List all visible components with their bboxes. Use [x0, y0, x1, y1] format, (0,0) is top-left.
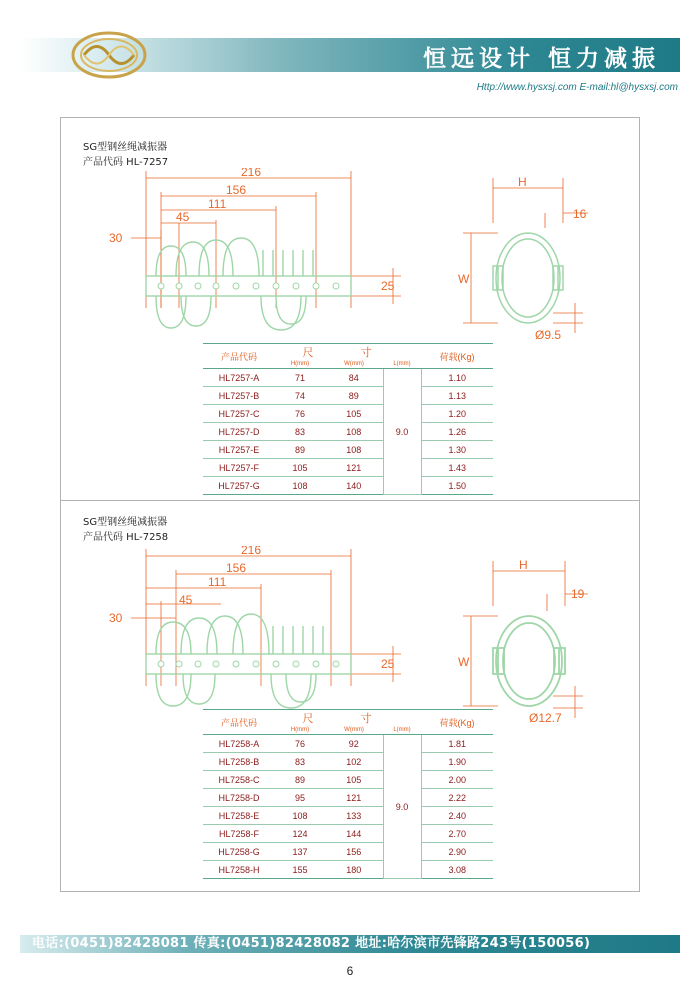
cell-load: 1.43 [421, 459, 493, 477]
dim-30: 30 [109, 611, 123, 625]
dim-30: 30 [109, 231, 123, 245]
col-size-header: 尺 寸 [275, 344, 421, 361]
cell-h: 95 [275, 789, 325, 807]
cell-w: 102 [325, 753, 383, 771]
cell-load: 1.50 [421, 477, 493, 495]
cell-code: HL7257-D [203, 423, 275, 441]
col-code-header: 产品代码 [203, 344, 275, 369]
cell-code: HL7257-B [203, 387, 275, 405]
cell-load: 1.26 [421, 423, 493, 441]
cell-load: 2.70 [421, 825, 493, 843]
side-view-drawing [101, 546, 401, 711]
dim-216: 216 [241, 546, 262, 557]
cell-code: HL7258-A [203, 735, 275, 753]
cell-load: 1.90 [421, 753, 493, 771]
col-load-header: 荷载(Kg) [421, 344, 493, 369]
cell-load: 2.00 [421, 771, 493, 789]
section-title [83, 515, 168, 545]
dim-156: 156 [226, 561, 247, 575]
cell-code: HL7258-F [203, 825, 275, 843]
dim-16: 16 [573, 207, 587, 221]
dim-216: 216 [241, 168, 262, 179]
cell-h: 89 [275, 441, 325, 459]
footer-contact-bar: 电话:(0451)82428081 传真:(0451)82428082 地址:哈尔滨市先锋路243号(150056) [20, 935, 680, 953]
dim-h: H [518, 175, 527, 189]
cell-load: 1.30 [421, 441, 493, 459]
table-row [203, 771, 493, 789]
cell-w: 140 [325, 477, 383, 495]
cell-load: 1.10 [421, 369, 493, 387]
cell-w: 133 [325, 807, 383, 825]
cell-code: HL7257-A [203, 369, 275, 387]
header-contact: Http://www.hysxsj.com E-mail:hl@hysxsj.com [476, 82, 678, 93]
cell-h: 108 [275, 807, 325, 825]
dim-25: 25 [381, 279, 395, 293]
dim-156: 156 [226, 183, 247, 197]
cell-h: 105 [275, 459, 325, 477]
cell-code: HL7257-F [203, 459, 275, 477]
sub-l-header: L(mm) [383, 360, 421, 369]
cell-code: HL7257-C [203, 405, 275, 423]
table-row [203, 861, 493, 879]
cell-w: 144 [325, 825, 383, 843]
dim-phi: Ø9.5 [535, 328, 562, 342]
company-logo [70, 30, 148, 80]
dim-19: 19 [571, 587, 585, 601]
end-view-drawing [453, 173, 593, 343]
cell-code: HL7258-H [203, 861, 275, 879]
cell-h: 89 [275, 771, 325, 789]
cell-h: 76 [275, 735, 325, 753]
table-row [203, 843, 493, 861]
spec-table-hl7258 [203, 709, 493, 879]
cell-h: 76 [275, 405, 325, 423]
cell-w: 156 [325, 843, 383, 861]
product-type: SG型钢丝绳减振器 [83, 517, 168, 528]
product-code: 产品代码 HL-7258 [83, 532, 169, 543]
sub-h-header: H(mm) [275, 726, 325, 735]
dim-45: 45 [179, 593, 193, 607]
cell-w: 121 [325, 459, 383, 477]
table-row [203, 807, 493, 825]
dim-phi: Ø12.7 [529, 711, 562, 725]
table-row [203, 459, 493, 477]
sub-w-header: W(mm) [325, 360, 383, 369]
cell-code: HL7258-D [203, 789, 275, 807]
cell-load: 2.90 [421, 843, 493, 861]
cell-w: 108 [325, 441, 383, 459]
dim-111: 111 [208, 197, 227, 211]
table-row [203, 825, 493, 843]
cell-l-merged: 9.0 [383, 735, 421, 879]
col-size-header: 尺 寸 [275, 710, 421, 727]
cell-w: 84 [325, 369, 383, 387]
cell-load: 1.81 [421, 735, 493, 753]
col-code-header: 产品代码 [203, 710, 275, 735]
table-row [203, 405, 493, 423]
cell-code: HL7257-E [203, 441, 275, 459]
sub-h-header: H(mm) [275, 360, 325, 369]
cell-load: 1.20 [421, 405, 493, 423]
table-row [203, 423, 493, 441]
cell-load: 1.13 [421, 387, 493, 405]
cell-load: 2.40 [421, 807, 493, 825]
spec-table-hl7257 [203, 343, 493, 495]
table-row [203, 789, 493, 807]
cell-w: 105 [325, 771, 383, 789]
cell-w: 108 [325, 423, 383, 441]
product-section-hl7258 [60, 500, 640, 892]
cell-code: HL7257-G [203, 477, 275, 495]
dim-111: 111 [208, 575, 227, 589]
cell-code: HL7258-E [203, 807, 275, 825]
table-row [203, 441, 493, 459]
cell-w: 105 [325, 405, 383, 423]
cell-code: HL7258-C [203, 771, 275, 789]
cell-l-merged: 9.0 [383, 369, 421, 495]
dim-45: 45 [176, 210, 190, 224]
table-row [203, 753, 493, 771]
product-type: SG型钢丝绳减振器 [83, 142, 168, 153]
cell-w: 180 [325, 861, 383, 879]
product-code: 产品代码 HL-7257 [83, 157, 169, 168]
cell-h: 155 [275, 861, 325, 879]
cell-w: 89 [325, 387, 383, 405]
cell-h: 71 [275, 369, 325, 387]
product-section-hl7257 [60, 117, 640, 502]
page-number: 6 [346, 964, 354, 978]
header-slogan: 恒远设计 恒力减振 [422, 46, 660, 72]
end-view-drawing [453, 556, 593, 726]
cell-h: 124 [275, 825, 325, 843]
cell-h: 83 [275, 423, 325, 441]
dim-w: W [458, 655, 470, 669]
col-load-header: 荷载(Kg) [421, 710, 493, 735]
sub-w-header: W(mm) [325, 726, 383, 735]
cell-load: 3.08 [421, 861, 493, 879]
cell-w: 92 [325, 735, 383, 753]
cell-h: 74 [275, 387, 325, 405]
cell-code: HL7258-G [203, 843, 275, 861]
dim-25: 25 [381, 657, 395, 671]
dim-w: W [458, 272, 470, 286]
dim-h: H [519, 558, 528, 572]
cell-load: 2.22 [421, 789, 493, 807]
cell-h: 137 [275, 843, 325, 861]
section-title [83, 140, 168, 170]
table-row [203, 387, 493, 405]
table-row [203, 735, 493, 753]
cell-code: HL7258-B [203, 753, 275, 771]
table-row [203, 369, 493, 387]
cell-h: 108 [275, 477, 325, 495]
table-row [203, 477, 493, 495]
cell-h: 83 [275, 753, 325, 771]
sub-l-header: L(mm) [383, 726, 421, 735]
side-view-drawing [101, 168, 401, 333]
cell-w: 121 [325, 789, 383, 807]
